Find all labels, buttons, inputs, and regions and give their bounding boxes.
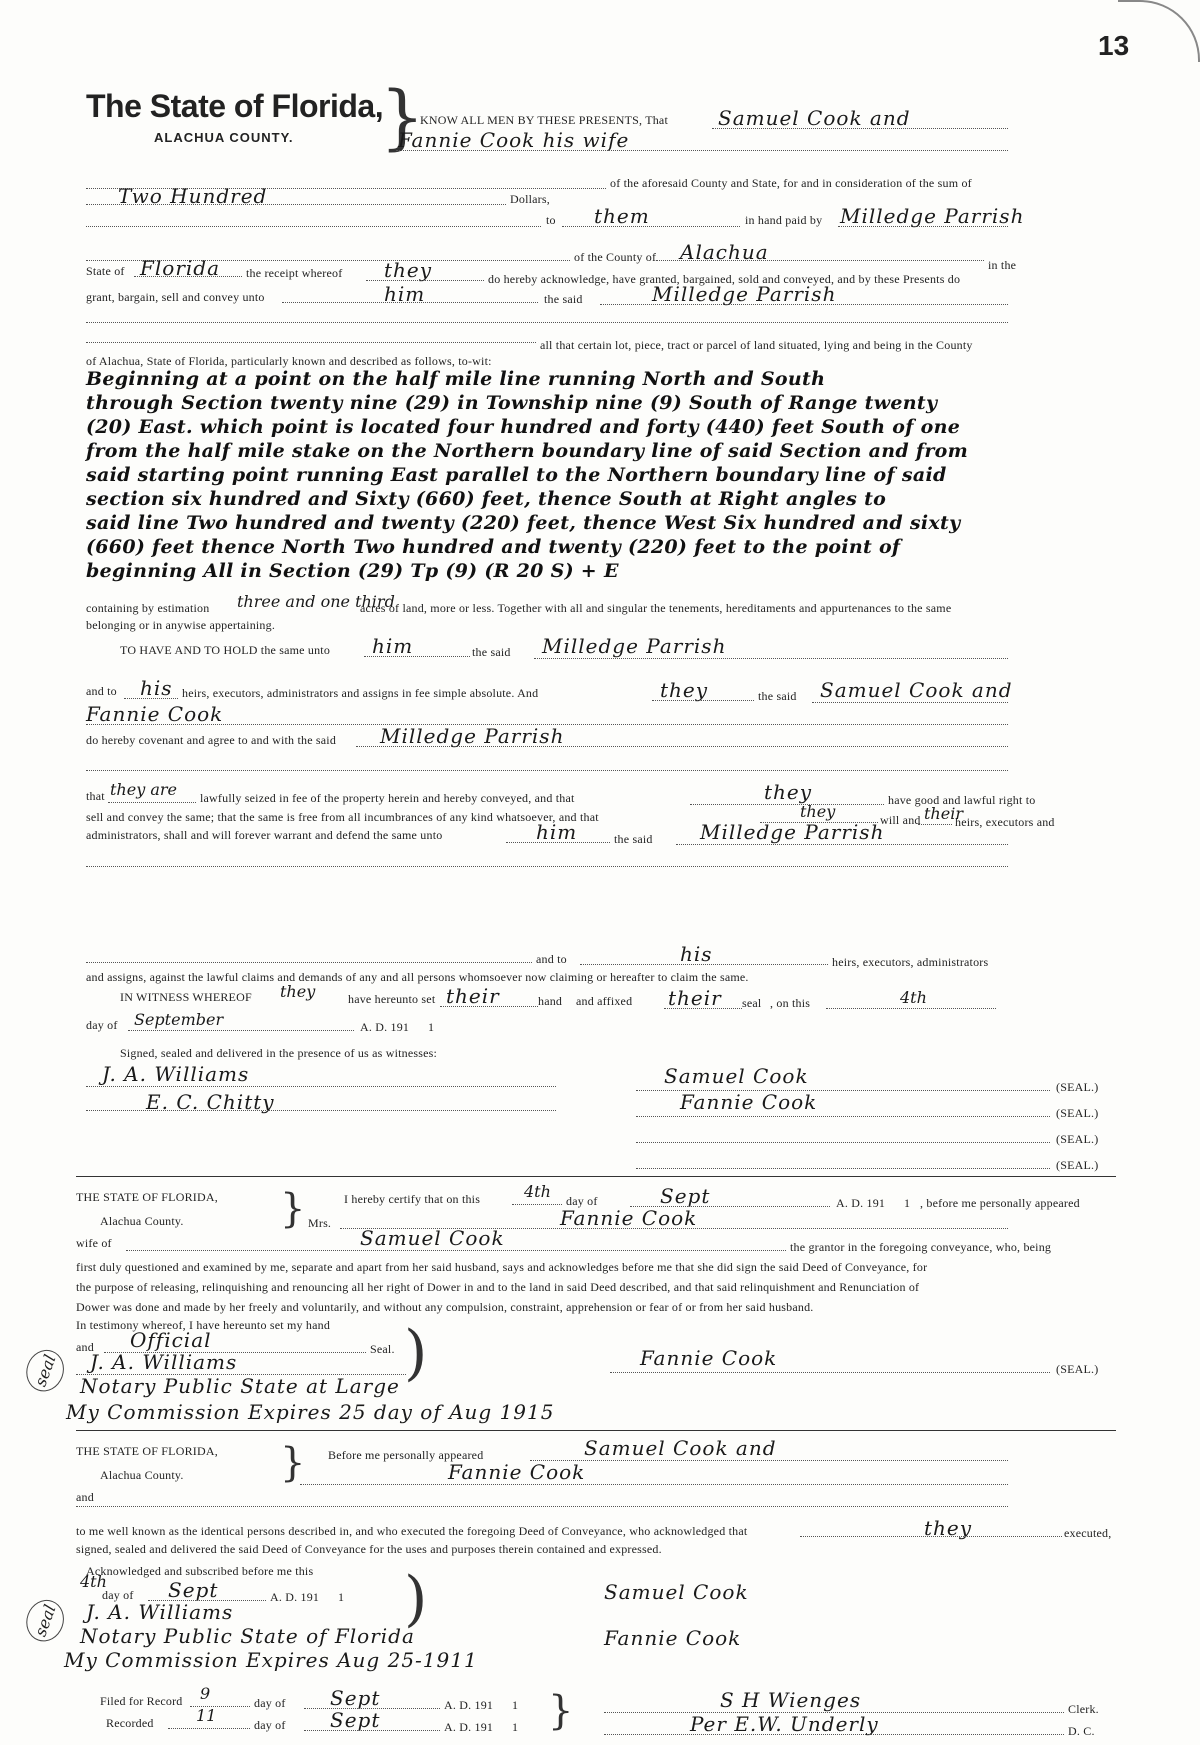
ack-line-2: signed, sealed and delivered the said Deed of Conveyance for the uses and purposes therein contained and expressed. [76,1542,662,1556]
ack-commission-handwritten: My Commission Expires Aug 25-1911 [64,1648,478,1672]
recorded-ad-text: A. D. 191 [444,1720,494,1734]
dotted-line [600,304,1008,305]
ack-day-of-text: day of [102,1588,134,1602]
his-handwritten-2: his [680,942,713,966]
ack-signature-2-handwritten: Fannie Cook [604,1626,742,1650]
county-handwritten: Alachua [680,240,769,264]
state-handwritten: Florida [140,256,220,280]
receipt-handwritten: they [384,258,433,282]
executed-text: executed, [1064,1526,1112,1540]
dotted-line [506,842,610,843]
seal-text: seal [742,996,762,1010]
good-right-text: have good and lawful right to [888,793,1036,807]
grantors-handwritten-2: Fannie Cook his wife [398,128,630,152]
dotted-line [918,824,952,825]
state-of-text: State of [86,264,125,278]
dotted-line [676,844,1008,845]
ack-line-1-handwritten: they [924,1516,973,1540]
seized-text: lawfully seized in fee of the property herein and hereby conveyed, and that [200,791,575,805]
day-handwritten: 4th [900,988,927,1007]
filed-day-of-text: day of [254,1696,286,1710]
dower-signature-handwritten: Fannie Cook [640,1346,778,1370]
ad-text: A. D. 191 [836,1196,886,1210]
seal-label-2: (SEAL.) [1056,1106,1099,1120]
ack-ad-text: A. D. 191 [270,1590,320,1604]
the-said-text-3: the said [614,832,653,846]
to-have-text: TO HAVE AND TO HOLD the same unto [120,643,331,657]
his-handwritten: his [140,676,173,700]
dower-state-text: THE STATE OF FLORIDA, [76,1190,218,1204]
in-witness-handwritten: they [280,982,316,1001]
mrs-text: Mrs. [308,1216,332,1230]
seal-label-3: (SEAL.) [1056,1132,1099,1146]
ack-county-text: Alachua County. [100,1468,184,1482]
dotted-line [530,1460,1008,1461]
filed-year-handwritten: 1 [512,1698,519,1712]
dotted-line [800,1536,1062,1537]
description-line-1: Beginning at a point on the half mile line running North and South [86,368,826,390]
dotted-line [562,226,740,227]
description-line-7: said line Two hundred and twenty (220) feet, thence West Six hundred and sixty [86,512,961,534]
witness-2-handwritten: E. C. Chitty [146,1090,275,1114]
grantee-pronoun-handwritten: him [384,282,426,306]
description-line-9: beginning All in Section (29) Tp (9) (R 20 S) + E [86,560,619,582]
ack-signature-1-handwritten: Samuel Cook [604,1580,749,1604]
covenant-handwritten: Milledge Parrish [380,724,565,748]
section-divider [76,1430,1116,1431]
filed-day-handwritten: 9 [200,1684,211,1703]
sell-handwritten-1: they [800,802,836,821]
dotted-line [636,1116,1050,1117]
unto-handwritten: him [372,634,414,658]
ack-line-1: to me well known as the identical persons described in, and who executed the foregoing Deed of Conveyance, who acknowledged that [76,1524,748,1538]
dotted-line [86,962,532,963]
recorded-day-of-text: day of [254,1718,286,1732]
in-witness-text: IN WITNESS WHEREOF [120,990,252,1004]
of-county-text: of the County of [574,250,657,264]
admin-line-text: administrators, shall and will forever warrant and defend the same unto [86,828,443,842]
affixed-handwritten: their [668,986,722,1010]
grantee-handwritten: Milledge Parrish [542,634,727,658]
county-heading: ALACHUA COUNTY. [154,130,294,145]
recorded-day-handwritten: 11 [196,1706,217,1725]
signature-2-handwritten: Fannie Cook [680,1090,818,1114]
ad-text: A. D. 191 [360,1020,410,1034]
deputy-handwritten: Per E.W. Underly [690,1712,879,1736]
dower-year-handwritten: 1 [904,1196,911,1210]
the-said-text-2: the said [758,689,797,703]
dotted-line [440,1006,538,1007]
dotted-line [812,702,1008,703]
and-to-text-2: and to [536,952,567,966]
ack-year-handwritten: 1 [338,1590,345,1604]
seal-label-1: (SEAL.) [1056,1080,1099,1094]
ack-seal-stamp-icon: seal [21,1594,70,1646]
dotted-line [826,1008,996,1009]
and-text: and [76,1340,94,1354]
dc-text: D. C. [1068,1724,1095,1738]
that-text: that [86,789,105,803]
year-handwritten: 1 [428,1020,435,1034]
dotted-line [838,226,1008,227]
will-and-text: will and [880,813,921,827]
dotted-line [86,866,1008,867]
ack-names-handwritten-2: Fannie Cook [448,1460,586,1484]
hand-text: hand [538,994,563,1008]
dotted-line [86,342,536,343]
ack-month-handwritten: Sept [168,1578,219,1602]
recorded-month-handwritten: Sept [330,1708,381,1732]
admin-handwritten: him [536,820,578,844]
description-line-6: section six hundred and Sixty (660) feet, thence South at Right angles to [86,488,887,510]
ack-notary-handwritten: J. A. Williams [86,1600,234,1624]
ack-and-text: and [76,1490,94,1504]
clerk-handwritten: S H Wienges [720,1688,862,1712]
the-said-text: the said [472,645,511,659]
dower-para-3: Dower was done and made by her freely and voluntarily, and without any compulsion, constraint, apprehension or fear of or from her said husband. [76,1300,814,1314]
covenant-text: do hereby covenant and agree to and with the said [86,733,337,747]
grantors-handwritten-4: Fannie Cook [86,702,224,726]
payer-handwritten: Milledge Parrish [840,204,1025,228]
dotted-line [86,770,1008,771]
on-this-text: , on this [770,996,811,1010]
dotted-line [364,656,470,657]
signature-1-handwritten: Samuel Cook [664,1064,809,1088]
sell-line-text: sell and convey the same; that the same is free from all incumbrances of any kind whatsoever, and that [86,810,599,824]
aforesaid-text: of the aforesaid County and State, for and in consideration of the sum of [610,176,972,190]
ack-state-text: THE STATE OF FLORIDA, [76,1444,218,1458]
ack-day-handwritten: 4th [80,1572,107,1591]
dotted-line [636,1142,1050,1143]
dotted-line [396,150,1008,151]
signed-text: Signed, sealed and delivered in the presence of us as witnesses: [120,1046,438,1060]
witness-1-handwritten: J. A. Williams [102,1062,250,1086]
month-handwritten: September [134,1010,224,1029]
dotted-line [126,1250,786,1251]
acknowledge-text: do hereby acknowledge, have granted, bargained, sold and conveyed, and by these Presents do [488,272,961,286]
ack-notary-title-handwritten: Notary Public State of Florida [80,1624,415,1648]
certify-text: I hereby certify that on this [344,1192,481,1206]
dower-para-1: first duly questioned and examined by me, separate and apart from her said husband, says and acknowledges before me that she did sign the said Deed of Conveyance, for [76,1260,928,1274]
page-title: The State of Florida, [86,88,384,124]
dotted-line [86,226,541,227]
dotted-line [134,276,242,277]
dower-seal-stamp-icon: seal [21,1344,70,1396]
dotted-line [168,1728,250,1729]
recorded-year-handwritten: 1 [512,1720,519,1734]
dotted-line [128,1030,354,1031]
dotted-line [282,302,538,303]
dotted-line [610,1372,1050,1373]
ack-before-me-text: Before me personally appeared [328,1448,484,1462]
dotted-line [86,1110,556,1111]
dower-notary-title-handwritten: Notary Public State at Large [80,1374,400,1398]
seal-label-4: (SEAL.) [1056,1158,1099,1172]
page-corner [1118,0,1200,62]
affixed-text: and affixed [576,994,633,1008]
dotted-line [652,700,754,701]
day-of-text: day of [86,1018,118,1032]
know-all-text: KNOW ALL MEN BY THESE PRESENTS, That [420,113,668,127]
recorded-text: Recorded [106,1716,154,1730]
official-handwritten: Official [130,1328,212,1352]
grantors-handwritten-3: Samuel Cook and [820,678,1013,702]
dotted-line [580,964,828,965]
notary-brace: ) [404,1318,428,1388]
dower-month-handwritten: Sept [660,1184,711,1208]
dotted-line [356,746,1008,747]
dotted-line [512,1204,562,1205]
acknowledged-text: Acknowledged and subscribed before me this [86,1564,314,1578]
acres-text: acres of land, more or less. Together with all and singular the tenements, hereditaments and appurtenances to the same [360,601,952,615]
ack-notary-brace: ) [404,1564,428,1634]
dower-brace: } [280,1186,306,1232]
dower-notary-handwritten: J. A. Williams [90,1350,238,1374]
description-line-4: from the half mile stake on the Northern boundary line of said Section and from [86,440,969,462]
page-number: 13 [1098,30,1130,61]
husband-handwritten: Samuel Cook [360,1226,505,1250]
heirs-text: heirs, executors, administrators and assigns in fee simple absolute. And [182,686,539,700]
that-handwritten: they are [110,780,177,799]
dotted-line [86,204,506,205]
clerk-text: Clerk. [1068,1702,1099,1716]
dotted-line [86,1086,556,1087]
before-me-text: , before me personally appeared [920,1196,1080,1210]
dower-day-handwritten: 4th [524,1182,551,1201]
description-line-3: (20) East. which point is located four hundred and forty (440) feet South of one [86,416,961,438]
hand-paid-text: in hand paid by [745,213,823,227]
seized-handwritten: they [764,780,813,804]
the-said-text: the said [544,292,583,306]
day-of-text: day of [566,1194,598,1208]
dotted-line [712,128,1008,129]
sell-handwritten-2: their [924,804,963,823]
in-the-text: in the [988,258,1017,272]
dower-county-text: Alachua County. [100,1214,184,1228]
and-to-text: and to [86,684,117,698]
amount-handwritten: Two Hundred [118,184,268,208]
to-handwritten: them [594,204,650,228]
acres-handwritten: three and one third [237,592,395,611]
grant-text: grant, bargain, sell and convey unto [86,290,265,304]
dotted-line [124,698,178,699]
filed-text: Filed for Record [100,1694,183,1708]
filed-month-handwritten: Sept [330,1686,381,1710]
containing-text: containing by estimation [86,601,210,615]
mrs-handwritten: Fannie Cook [560,1206,698,1230]
admin-grantee-handwritten: Milledge Parrish [700,820,885,844]
dollars-text: Dollars, [510,192,550,206]
seal-word-text: Seal. [370,1342,395,1356]
dotted-line [636,1168,1050,1169]
header-brace: } [380,76,425,158]
to-text: to [546,213,556,227]
filing-brace: } [548,1688,574,1734]
ack-brace: } [280,1440,306,1486]
assigns-text: and assigns, against the lawful claims and demands of any and all persons whomsoever now claiming or hereafter to claim the same. [86,970,749,984]
section-divider [76,1176,1116,1177]
dotted-line [664,1008,742,1009]
they-handwritten: they [660,678,709,702]
all-that-text: all that certain lot, piece, tract or parcel of land situated, lying and being in the County [540,338,973,352]
dotted-line [656,260,984,261]
dotted-line [304,1730,440,1731]
dotted-line [366,280,484,281]
dotted-line [690,804,884,805]
have-hereunto-text: have hereunto set [348,992,436,1006]
filed-ad-text: A. D. 191 [444,1698,494,1712]
dower-para-2: the purpose of releasing, relinquishing and renouncing all her right of Dower in and to the land in said Deed described, and that said relinquishment and Renunciation of [76,1280,920,1294]
description-line-2: through Section twenty nine (29) in Township nine (9) South of Range twenty [86,392,938,414]
description-line-8: (660) feet thence North Two hundred and twenty (220) feet to the point of [86,536,901,558]
dotted-line [300,1484,1008,1485]
grantors-handwritten-1: Samuel Cook and [718,106,911,130]
set-handwritten: their [446,984,500,1008]
belonging-text: belonging or in anywise appertaining. [86,618,276,632]
heirs-exec-text: heirs, executors and [955,815,1055,829]
dower-seal-label: (SEAL.) [1056,1362,1099,1376]
dotted-line [86,322,1008,323]
receipt-text: the receipt whereof [246,266,343,280]
dotted-line [76,1506,1008,1507]
ack-names-handwritten-1: Samuel Cook and [584,1436,777,1460]
wife-of-text: wife of [76,1236,112,1250]
heirs-text-2: heirs, executors, administrators [832,955,989,969]
grantee-handwritten: Milledge Parrish [652,282,837,306]
testimony-text: In testimony whereof, I have hereunto set my hand [76,1318,331,1332]
dower-commission-handwritten: My Commission Expires 25 day of Aug 1915 [66,1400,555,1424]
dotted-line [108,802,196,803]
description-line-5: said starting point running East parallel to the Northern boundary line of said [86,464,947,486]
dotted-line [604,1734,1064,1735]
of-alachua-text: of Alachua, State of Florida, particularly known and described as follows, to-wit: [86,354,492,368]
grantor-text: the grantor in the foregoing conveyance, who, being [790,1240,1052,1254]
dotted-line [534,658,1008,659]
